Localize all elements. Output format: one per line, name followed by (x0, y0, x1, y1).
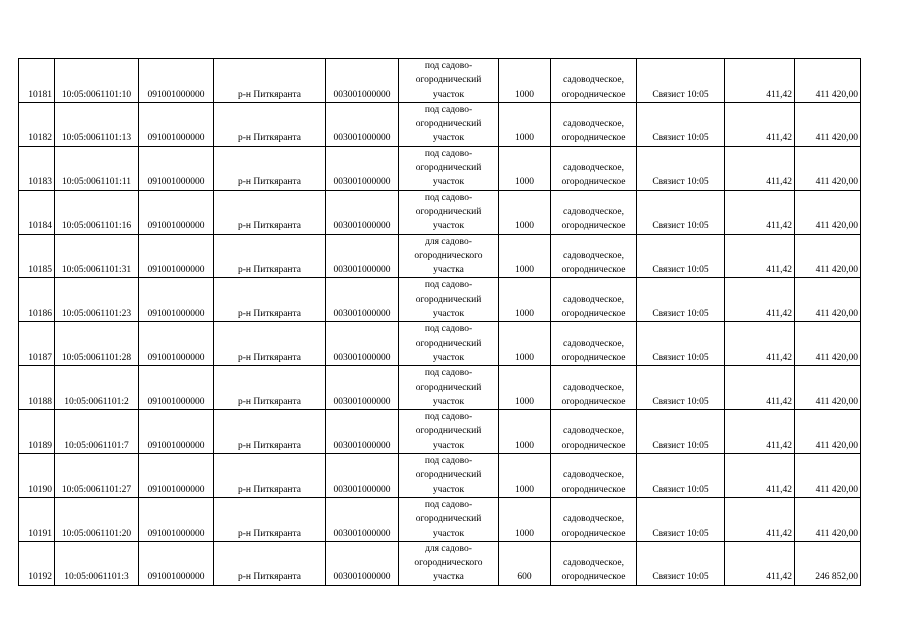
land-use-line: садоводческое, (563, 163, 624, 174)
row-number-cell: 10183 (19, 146, 55, 190)
table-row (19, 497, 861, 541)
cadastral-value-cell: 411 420,00 (795, 190, 861, 234)
rate-cell: 411,42 (725, 410, 795, 454)
purpose-line: участок (432, 133, 465, 144)
table-row (19, 59, 861, 103)
rate-cell: 411,42 (725, 497, 795, 541)
table-row (19, 541, 861, 585)
area-cell: 1000 (499, 102, 551, 146)
row-number-cell: 10181 (19, 59, 55, 103)
purpose-line: под садово- (424, 192, 473, 203)
purpose-line: под садово- (424, 456, 473, 467)
area-cell: 1000 (499, 454, 551, 498)
purpose-line: под садово- (424, 499, 473, 510)
okato-code-cell: 091001000000 (139, 146, 214, 190)
row-number-cell: 10188 (19, 366, 55, 410)
okato-code-cell: 091001000000 (139, 278, 214, 322)
cadastral-value-cell: 411 420,00 (795, 366, 861, 410)
cadastral-table (18, 58, 861, 586)
rate-cell: 411,42 (725, 190, 795, 234)
district-cell: р-н Питкяранта (214, 146, 326, 190)
cadastral-value-cell: 411 420,00 (795, 497, 861, 541)
purpose-line: огороднического (414, 250, 483, 261)
land-use-line: огородническое (561, 177, 626, 188)
purpose-line: огороднический (415, 119, 482, 130)
cadastral-value-cell: 411 420,00 (795, 146, 861, 190)
rate-cell: 411,42 (725, 322, 795, 366)
rate-cell: 411,42 (725, 278, 795, 322)
cadastral-number-cell: 10:05:0061101:13 (55, 102, 139, 146)
rate-cell: 411,42 (725, 234, 795, 278)
purpose-line: под садово- (424, 368, 473, 379)
oktmo-code-cell: 003001000000 (326, 497, 399, 541)
oktmo-code-cell: 003001000000 (326, 278, 399, 322)
district-cell: р-н Питкяранта (214, 497, 326, 541)
oktmo-code-cell: 003001000000 (326, 102, 399, 146)
cadastral-value-cell: 411 420,00 (795, 278, 861, 322)
land-use-line: огородническое (561, 440, 626, 451)
land-use-line: огородническое (561, 89, 626, 100)
purpose-cell (399, 234, 499, 278)
purpose-line: огороднического (414, 558, 483, 569)
district-cell: р-н Питкяранта (214, 102, 326, 146)
land-use-cell (551, 102, 637, 146)
table-row (19, 410, 861, 454)
purpose-line: под садово- (424, 61, 473, 71)
cadastral-number-cell: 10:05:0061101:7 (55, 410, 139, 454)
table-row (19, 190, 861, 234)
district-cell: р-н Питкяранта (214, 59, 326, 103)
area-cell: 600 (499, 541, 551, 585)
purpose-cell (399, 541, 499, 585)
purpose-line: участок (432, 352, 465, 363)
okato-code-cell: 091001000000 (139, 59, 214, 103)
cadastral-value-cell: 411 420,00 (795, 322, 861, 366)
area-cell: 1000 (499, 322, 551, 366)
okato-code-cell: 091001000000 (139, 190, 214, 234)
rate-cell: 411,42 (725, 366, 795, 410)
locality-cell: Связист 10:05 (637, 102, 725, 146)
purpose-cell (399, 454, 499, 498)
purpose-line: огороднический (415, 514, 482, 525)
purpose-line: огороднический (415, 163, 482, 174)
rate-cell: 411,42 (725, 454, 795, 498)
area-cell: 1000 (499, 410, 551, 454)
purpose-line: участка (433, 265, 464, 276)
locality-cell: Связист 10:05 (637, 59, 725, 103)
area-cell: 1000 (499, 234, 551, 278)
locality-cell: Связист 10:05 (637, 366, 725, 410)
purpose-line: под садово- (424, 412, 473, 423)
table-row (19, 366, 861, 410)
land-use-cell (551, 410, 637, 454)
locality-cell: Связист 10:05 (637, 322, 725, 366)
purpose-cell (399, 190, 499, 234)
land-use-cell (551, 322, 637, 366)
okato-code-cell: 091001000000 (139, 366, 214, 410)
oktmo-code-cell: 003001000000 (326, 190, 399, 234)
row-number-cell: 10187 (19, 322, 55, 366)
rate-cell: 411,42 (725, 102, 795, 146)
rate-cell: 411,42 (725, 541, 795, 585)
land-use-line: садоводческое, (563, 250, 624, 261)
purpose-line: огороднический (415, 470, 482, 481)
table-row (19, 322, 861, 366)
purpose-line: под садово- (424, 324, 473, 335)
area-cell: 1000 (499, 278, 551, 322)
area-cell: 1000 (499, 146, 551, 190)
okato-code-cell: 091001000000 (139, 234, 214, 278)
locality-cell: Связист 10:05 (637, 234, 725, 278)
cadastral-number-cell: 10:05:0061101:11 (55, 146, 139, 190)
cadastral-number-cell: 10:05:0061101:20 (55, 497, 139, 541)
purpose-cell (399, 59, 499, 103)
land-use-line: огородническое (561, 396, 626, 407)
purpose-cell (399, 410, 499, 454)
table-row (19, 102, 861, 146)
okato-code-cell: 091001000000 (139, 541, 214, 585)
rate-cell: 411,42 (725, 59, 795, 103)
rate-cell: 411,42 (725, 146, 795, 190)
land-use-line: огородническое (561, 265, 626, 276)
land-use-line: огородническое (561, 484, 626, 495)
purpose-line: огороднический (415, 338, 482, 349)
purpose-line: огороднический (415, 206, 482, 217)
land-use-line: огородническое (561, 309, 626, 320)
purpose-line: участок (432, 221, 465, 232)
locality-cell: Связист 10:05 (637, 278, 725, 322)
okato-code-cell: 091001000000 (139, 102, 214, 146)
purpose-cell (399, 497, 499, 541)
land-use-line: садоводческое, (563, 206, 624, 217)
cadastral-number-cell: 10:05:0061101:27 (55, 454, 139, 498)
district-cell: р-н Питкяранта (214, 410, 326, 454)
land-use-line: садоводческое, (563, 470, 624, 481)
cadastral-value-cell: 411 420,00 (795, 410, 861, 454)
area-cell: 1000 (499, 366, 551, 410)
land-use-line: садоводческое, (563, 294, 624, 305)
land-use-cell (551, 146, 637, 190)
land-use-cell (551, 454, 637, 498)
purpose-line: участок (432, 396, 465, 407)
oktmo-code-cell: 003001000000 (326, 366, 399, 410)
cadastral-number-cell: 10:05:0061101:23 (55, 278, 139, 322)
cadastral-value-cell: 411 420,00 (795, 102, 861, 146)
cadastral-value-cell: 411 420,00 (795, 59, 861, 103)
oktmo-code-cell: 003001000000 (326, 322, 399, 366)
purpose-cell (399, 366, 499, 410)
land-use-line: огородническое (561, 221, 626, 232)
purpose-line: под садово- (424, 280, 473, 291)
locality-cell: Связист 10:05 (637, 454, 725, 498)
land-use-line: огородническое (561, 133, 626, 144)
area-cell: 1000 (499, 59, 551, 103)
land-use-cell (551, 366, 637, 410)
purpose-line: огороднический (415, 382, 482, 393)
district-cell: р-н Питкяранта (214, 454, 326, 498)
table-row (19, 234, 861, 278)
okato-code-cell: 091001000000 (139, 497, 214, 541)
land-use-line: огородническое (561, 528, 626, 539)
cadastral-value-cell: 411 420,00 (795, 234, 861, 278)
cadastral-number-cell: 10:05:0061101:28 (55, 322, 139, 366)
district-cell: р-н Питкяранта (214, 190, 326, 234)
purpose-line: участок (432, 89, 465, 100)
land-use-line: садоводческое, (563, 514, 624, 525)
row-number-cell: 10184 (19, 190, 55, 234)
oktmo-code-cell: 003001000000 (326, 234, 399, 278)
cadastral-number-cell: 10:05:0061101:16 (55, 190, 139, 234)
cadastral-number-cell: 10:05:0061101:3 (55, 541, 139, 585)
row-number-cell: 10185 (19, 234, 55, 278)
land-use-cell (551, 541, 637, 585)
district-cell: р-н Питкяранта (214, 278, 326, 322)
purpose-line: для садово- (425, 236, 472, 247)
purpose-cell (399, 278, 499, 322)
oktmo-code-cell: 003001000000 (326, 59, 399, 103)
purpose-line: под садово- (424, 148, 473, 159)
purpose-line: участок (432, 484, 465, 495)
table-row (19, 146, 861, 190)
purpose-line: участок (432, 528, 465, 539)
land-use-line: огородническое (561, 352, 626, 363)
area-cell: 1000 (499, 497, 551, 541)
purpose-line: для садово- (425, 543, 472, 554)
land-use-cell (551, 190, 637, 234)
locality-cell: Связист 10:05 (637, 410, 725, 454)
land-use-cell (551, 59, 637, 103)
okato-code-cell: 091001000000 (139, 322, 214, 366)
land-use-line: садоводческое, (563, 119, 624, 130)
table-row (19, 278, 861, 322)
purpose-line: огороднический (415, 75, 482, 86)
district-cell: р-н Питкяранта (214, 541, 326, 585)
purpose-line: под садово- (424, 104, 473, 115)
cadastral-number-cell: 10:05:0061101:31 (55, 234, 139, 278)
cadastral-number-cell: 10:05:0061101:2 (55, 366, 139, 410)
land-use-line: огородническое (561, 572, 626, 583)
land-use-line: садоводческое, (563, 558, 624, 569)
district-cell: р-н Питкяранта (214, 322, 326, 366)
purpose-cell (399, 322, 499, 366)
oktmo-code-cell: 003001000000 (326, 541, 399, 585)
land-use-line: садоводческое, (563, 338, 624, 349)
row-number-cell: 10182 (19, 102, 55, 146)
row-number-cell: 10190 (19, 454, 55, 498)
land-use-cell (551, 497, 637, 541)
locality-cell: Связист 10:05 (637, 146, 725, 190)
oktmo-code-cell: 003001000000 (326, 410, 399, 454)
oktmo-code-cell: 003001000000 (326, 454, 399, 498)
land-use-cell (551, 278, 637, 322)
land-use-cell (551, 234, 637, 278)
district-cell: р-н Питкяранта (214, 234, 326, 278)
land-use-line: садоводческое, (563, 426, 624, 437)
purpose-line: огороднический (415, 294, 482, 305)
cadastral-number-cell: 10:05:0061101:10 (55, 59, 139, 103)
locality-cell: Связист 10:05 (637, 190, 725, 234)
table-row (19, 454, 861, 498)
purpose-cell (399, 102, 499, 146)
land-use-line: садоводческое, (563, 382, 624, 393)
purpose-line: участок (432, 309, 465, 320)
locality-cell: Связист 10:05 (637, 541, 725, 585)
row-number-cell: 10189 (19, 410, 55, 454)
purpose-line: огороднический (415, 426, 482, 437)
row-number-cell: 10191 (19, 497, 55, 541)
locality-cell: Связист 10:05 (637, 497, 725, 541)
purpose-line: участок (432, 440, 465, 451)
okato-code-cell: 091001000000 (139, 410, 214, 454)
table-body (19, 59, 861, 586)
row-number-cell: 10192 (19, 541, 55, 585)
land-use-line: садоводческое, (563, 75, 624, 86)
okato-code-cell: 091001000000 (139, 454, 214, 498)
purpose-line: участок (432, 177, 465, 188)
purpose-line: участка (433, 572, 464, 583)
cadastral-value-cell: 246 852,00 (795, 541, 861, 585)
cadastral-value-cell: 411 420,00 (795, 454, 861, 498)
purpose-cell (399, 146, 499, 190)
area-cell: 1000 (499, 190, 551, 234)
district-cell: р-н Питкяранта (214, 366, 326, 410)
oktmo-code-cell: 003001000000 (326, 146, 399, 190)
row-number-cell: 10186 (19, 278, 55, 322)
